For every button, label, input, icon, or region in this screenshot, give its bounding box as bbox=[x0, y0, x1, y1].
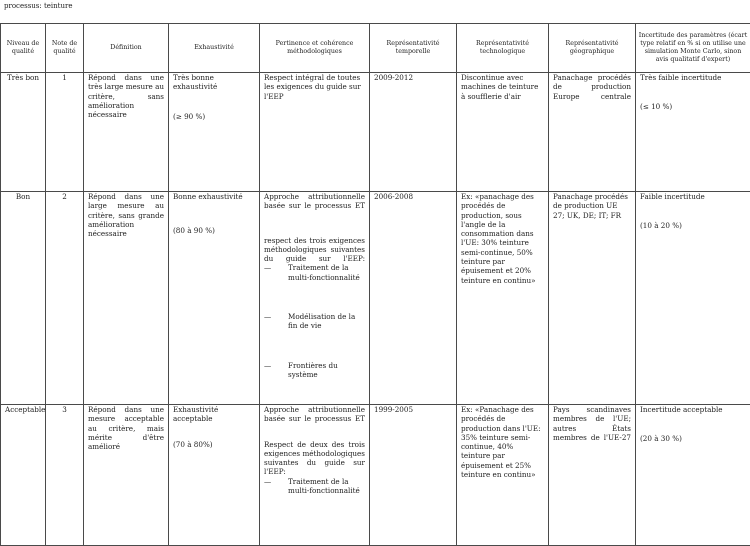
incertitude-text: Faible incertitude bbox=[640, 192, 746, 201]
geographique-text: Pays scandinaves membres de l'UE; autres États membres de l'UE-27 bbox=[553, 405, 631, 442]
temporelle-cell: 2006-2008 bbox=[370, 192, 457, 405]
geographique-cell bbox=[549, 405, 636, 546]
score-cell: 3 bbox=[46, 405, 84, 546]
pertinence-text: Approche attributionnelle basée sur le processus ET bbox=[264, 405, 365, 424]
pertinence-text: Respect intégral de toutes les exigences du guide sur l'EEP bbox=[264, 73, 365, 101]
quality-table bbox=[0, 23, 750, 546]
incertitude-cell bbox=[636, 73, 750, 192]
header-technologique: Représentativité technologique bbox=[457, 24, 549, 73]
technologique-text: Ex: «Panachage des procédés de production dans l'UE: 35% teinture semi-continue, 40% teinture par épuisement et 25% teinture en continu» bbox=[461, 405, 544, 479]
temporelle-cell: 2009-2012 bbox=[370, 73, 457, 192]
incertitude-cell bbox=[636, 405, 750, 546]
incertitude-text: Très faible incertitude bbox=[640, 73, 746, 82]
exhaustivite-range: (70 à 80%) bbox=[173, 440, 255, 449]
level-cell: Acceptable bbox=[1, 405, 46, 546]
exhaustivite-text: Très bonne exhaustivité bbox=[173, 73, 255, 92]
incertitude-range: (≤ 10 %) bbox=[640, 102, 746, 111]
score-cell: 1 bbox=[46, 73, 84, 192]
pertinence-intro: Respect de deux des trois exigences méthodologiques suivantes du guide sur l'EEP: bbox=[264, 440, 365, 477]
pertinence-cell bbox=[260, 405, 370, 546]
table-row bbox=[1, 192, 750, 405]
table-row bbox=[1, 73, 750, 192]
geographique-cell bbox=[549, 192, 636, 405]
temporelle-cell: 1999-2005 bbox=[370, 405, 457, 546]
incertitude-text: Incertitude acceptable bbox=[640, 405, 746, 414]
pertinence-cell bbox=[260, 73, 370, 192]
score-cell: 2 bbox=[46, 192, 84, 405]
header-exhaustivite: Exhaustivité bbox=[169, 24, 260, 73]
list-item: — Traitement de la multi-fonctionnalité bbox=[264, 477, 365, 496]
incertitude-range: (10 à 20 %) bbox=[640, 221, 746, 230]
definition-cell bbox=[84, 405, 169, 546]
exhaustivite-range: (≥ 90 %) bbox=[173, 112, 255, 121]
header-row bbox=[1, 24, 750, 73]
technologique-cell bbox=[457, 192, 549, 405]
list-item: — Frontières du système bbox=[264, 361, 365, 380]
level-cell: Bon bbox=[1, 192, 46, 405]
technologique-text: Discontinue avec machines de teinture à soufflerie d'air bbox=[461, 73, 544, 101]
exhaustivite-cell bbox=[169, 73, 260, 192]
exhaustivite-cell bbox=[169, 405, 260, 546]
requirements-list bbox=[264, 477, 365, 496]
header-geographique: Représentativité géographique bbox=[549, 24, 636, 73]
geographique-text: Panachage procédés de production Europe centrale bbox=[553, 73, 631, 101]
definition-text: Répond dans une large mesure au critère, sans grande amélioration nécessaire bbox=[88, 192, 164, 238]
header-pertinence: Pertinence et cohérence méthodologiques bbox=[260, 24, 370, 73]
header-definition: Définition bbox=[84, 24, 169, 73]
table-row bbox=[1, 405, 750, 546]
incertitude-cell bbox=[636, 192, 750, 405]
technologique-cell bbox=[457, 405, 549, 546]
pertinence-text: Approche attributionnelle basée sur le processus ET bbox=[264, 192, 365, 211]
definition-text: Répond dans une mesure acceptable au critère, mais mérite d'être amélioré bbox=[88, 405, 164, 451]
header-temporelle: Représentativité temporelle bbox=[370, 24, 457, 73]
header-note: Note de qualité bbox=[46, 24, 84, 73]
exhaustivite-cell bbox=[169, 192, 260, 405]
exhaustivite-range: (80 à 90 %) bbox=[173, 226, 255, 235]
table-caption: processus: teinture bbox=[4, 2, 73, 10]
exhaustivite-text: Exhaustivité acceptable bbox=[173, 405, 255, 424]
geographique-text: Panachage procédés de production UE 27; UK, DE; IT; FR bbox=[553, 192, 631, 220]
header-niveau: Niveau de qualité bbox=[1, 24, 46, 73]
definition-cell bbox=[84, 73, 169, 192]
pertinence-cell bbox=[260, 192, 370, 405]
definition-text: Répond dans une très large mesure au critère, sans amélioration nécessaire bbox=[88, 73, 164, 119]
technologique-cell bbox=[457, 73, 549, 192]
definition-cell bbox=[84, 192, 169, 405]
technologique-text: Ex: «panachage des procédés de production, sous l'angle de la consommation dans l'UE: 30% teinture semi-continue, 50% teinture par épuisement et 20% teinture en continu» bbox=[461, 192, 544, 285]
exhaustivite-text: Bonne exhaustivité bbox=[173, 192, 255, 201]
requirements-list bbox=[264, 263, 365, 379]
pertinence-intro: respect des trois exigences méthodologiques suivantes du guide sur l'EEP: bbox=[264, 236, 365, 264]
level-cell: Très bon bbox=[1, 73, 46, 192]
incertitude-range: (20 à 30 %) bbox=[640, 434, 746, 443]
list-item: — Traitement de la multi-fonctionnalité bbox=[264, 263, 365, 282]
geographique-cell bbox=[549, 73, 636, 192]
list-item: — Modélisation de la fin de vie bbox=[264, 312, 365, 331]
header-incertitude: Incertitude des paramètres (écart type relatif en % si on utilise une simulation Monte Carlo, sinon avis qualitatif d'expert) bbox=[636, 24, 750, 73]
